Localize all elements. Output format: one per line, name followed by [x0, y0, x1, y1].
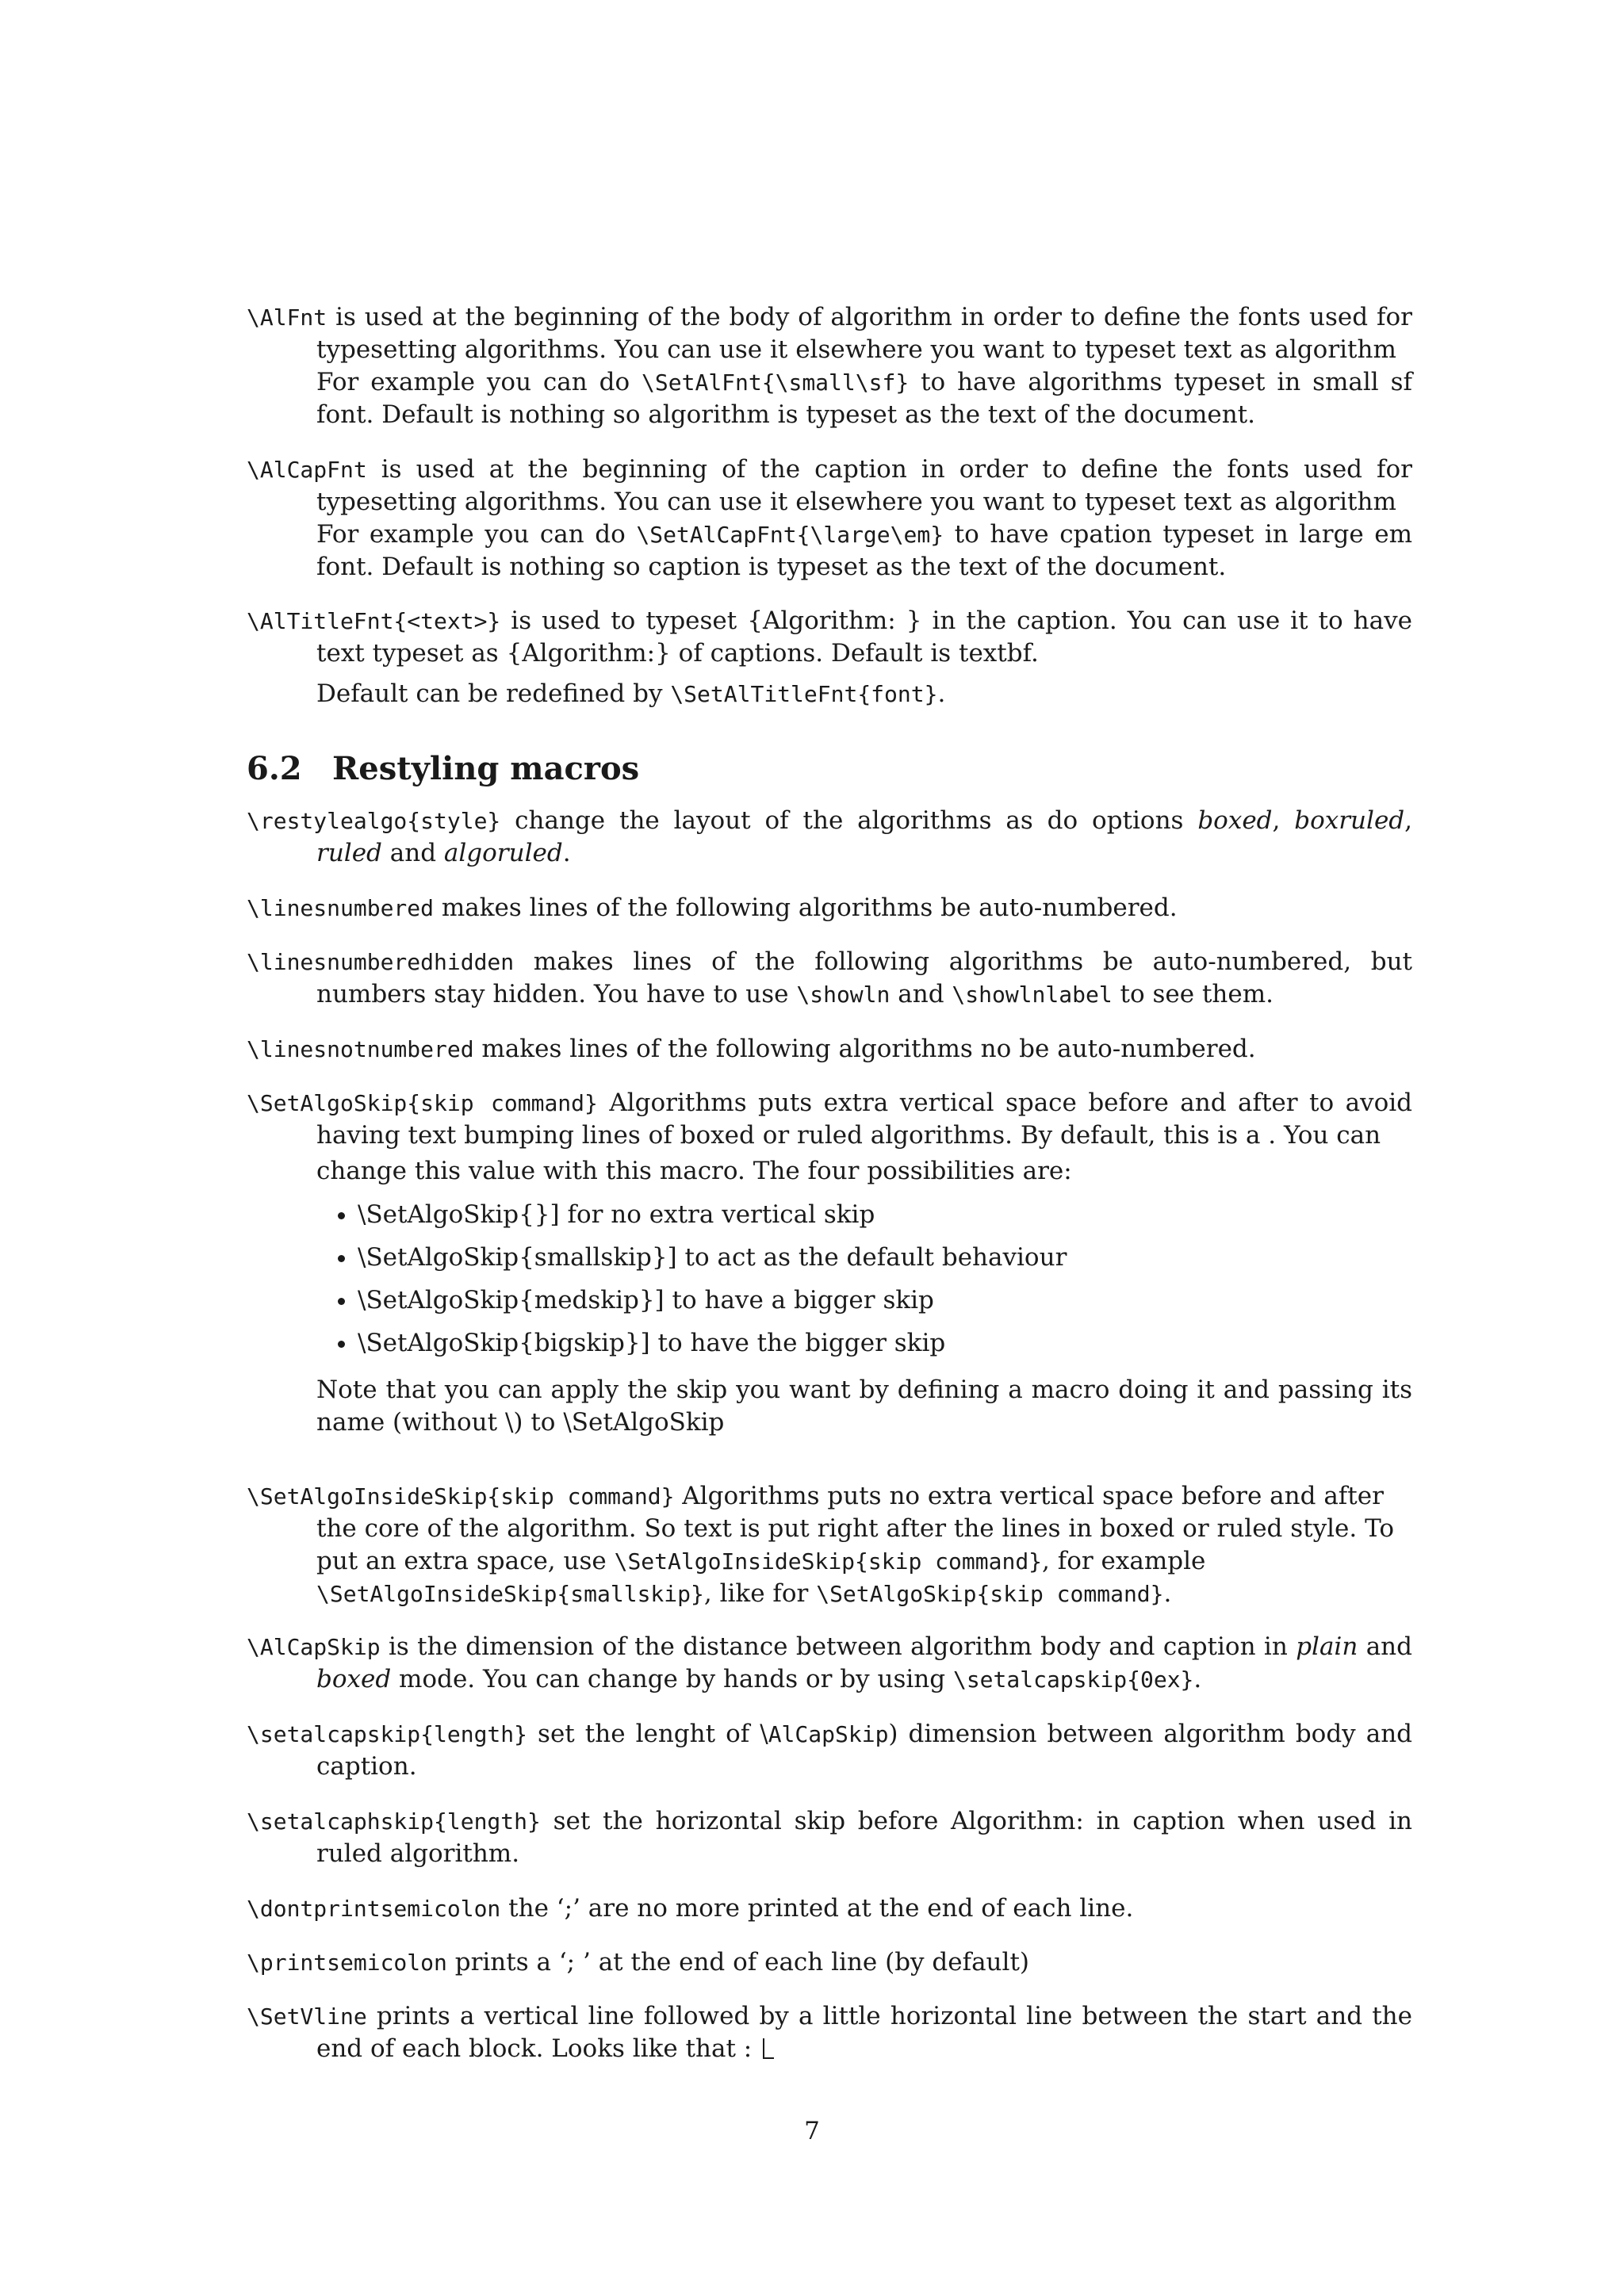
entry-altitlefnt-text: \AlTitleFnt{<text>} is used to typeset {Algorithm: } in the caption. You can use it to have text typeset as {Algorithm:} of captions. Default is textbf. [247, 607, 1412, 668]
entry-linesnumberedhidden [247, 946, 1412, 1011]
list-item: • \SetAlgoSkip{bigskip}] to have the bigger skip [358, 1327, 1412, 1360]
command-name: \linesnotnumbered [247, 1036, 474, 1062]
entry-dontprintsemicolon [247, 1892, 1412, 1925]
entry-setalcaphskip [247, 1805, 1412, 1870]
entry-restylealgo [247, 805, 1412, 870]
code-snippet: \SetAlTitleFnt{font} [670, 681, 938, 707]
command-name: \printsemicolon [247, 1950, 447, 1976]
command-name: \AlCapSkip [247, 1634, 381, 1660]
entry-linesnumbered-text: \linesnumbered makes lines of the following algorithms be auto-numbered. [247, 894, 1178, 922]
command-name: \setalcaphskip{length} [247, 1808, 541, 1835]
skip-options-list [316, 1199, 1412, 1360]
command-name: \linesnumbered [247, 895, 435, 921]
entry-alcapfnt [247, 453, 1412, 584]
entry-alfnt-example: For example you can do \SetAlFnt{\small\sf} to have algorithms typeset in small sf font. Default is nothing so algorithm is typeset as the text of the document. [316, 368, 1412, 429]
entry-alcapskip-text: \AlCapSkip is the dimension of the distance between algorithm body and caption in plain and boxed mode. You can change by hands or by using \setalcapskip{0ex}. [247, 1632, 1412, 1693]
entry-setalcapskip-text: \setalcapskip{length} set the lenght of \AlCapSkip) dimension between algorithm body and caption. [247, 1720, 1413, 1781]
command-name: \dontprintsemicolon [247, 1896, 501, 1922]
command-name: \AlCapFnt [247, 457, 367, 483]
entry-setalcapskip [247, 1718, 1412, 1783]
command-name: \SetAlgoInsideSkip{skip command} [247, 1483, 675, 1510]
code-snippet: \SetAlFnt{\small\sf} [642, 369, 910, 396]
entry-altitlefnt-default: Default can be redefined by \SetAlTitleFnt{font}. [316, 679, 946, 708]
list-item: • \SetAlgoSkip{medskip}] to have a bigger skip [358, 1284, 1412, 1317]
entry-dontprintsemicolon-text: \dontprintsemicolon the ‘;’ are no more printed at the end of each line. [247, 1894, 1134, 1923]
command-name: \SetAlgoSkip{skip command} [247, 1090, 598, 1116]
entry-alcapfnt-text: \AlCapFnt is used at the beginning of the caption in order to define the fonts used for typesetting algorithms. You can use it elsewhere you want to typeset text as algorithm [247, 455, 1412, 516]
entry-setalgoskip [247, 1087, 1412, 1439]
code-snippet: \SetAlCapFnt{\large\em} [636, 522, 944, 548]
entry-setalgoskip-note: Note that you can apply the skip you want by defining a macro doing it and passing its name (without \) to \SetAlgoSkip [316, 1376, 1412, 1437]
entry-alfnt-text: \AlFnt is used at the beginning of the body of algorithm in order to define the fonts used for typesetting algorithms. You can use it elsewhere you want to typeset text as algorithm [247, 303, 1412, 364]
entry-printsemicolon [247, 1946, 1412, 1979]
list-item: • \SetAlgoSkip{}] for no extra vertical skip [358, 1199, 1412, 1231]
command-name: \AlFnt [247, 304, 327, 331]
entry-alcapfnt-example: For example you can do \SetAlCapFnt{\large\em} to have cpation typeset in large em font. Default is nothing so caption is typeset as the text of the document. [316, 520, 1412, 581]
command-name: \linesnumberedhidden [247, 949, 515, 975]
entry-linesnotnumbered-text: \linesnotnumbered makes lines of the following algorithms no be auto-numbered. [247, 1035, 1256, 1063]
section-title: Restyling macros [332, 750, 640, 787]
command-name: \SetVline [247, 2003, 367, 2030]
entry-altitlefnt [247, 605, 1412, 710]
command-name: \setalcapskip{length} [247, 1721, 528, 1747]
entry-linesnumbered [247, 892, 1412, 924]
entry-printsemicolon-text: \printsemicolon prints a ‘; ’ at the end of each line (by default) [247, 1948, 1029, 1976]
entry-alfnt [247, 301, 1412, 431]
entry-setvline [247, 2000, 1412, 2065]
command-name: \restylealgo{style} [247, 808, 501, 834]
section-number: 6.2 [247, 750, 302, 787]
vline-example-icon [763, 2038, 774, 2059]
entry-alcapskip [247, 1631, 1412, 1696]
page-number: 7 [804, 2117, 820, 2145]
entry-setalgoskip-text: \SetAlgoSkip{skip command} Algorithms puts extra vertical space before and after to avoid having text bumping lines of boxed or ruled algorithms. By default, this is a . You can [247, 1089, 1412, 1150]
entry-linesnumberedhidden-text: \linesnumberedhidden makes lines of the following algorithms be auto-numbered, but numbers stay hidden. You have to use \showln and \showlnlabel to see them. [247, 947, 1412, 1008]
entry-linesnotnumbered [247, 1033, 1412, 1066]
command-name: \AlTitleFnt{<text>} [247, 608, 501, 634]
entry-setalgoskip-text2: change this value with this macro. The four possibilities are: [316, 1157, 1072, 1185]
section-heading [247, 749, 639, 789]
list-item: • \SetAlgoSkip{smallskip}] to act as the default behaviour [358, 1242, 1412, 1274]
entry-setalgoinsideskip [247, 1480, 1412, 1610]
entry-setalgoinsideskip-text: \SetAlgoInsideSkip{skip command} Algorithms puts no extra vertical space before and after the core of the algorithm. So text is put right after the lines in boxed or ruled style. To put an extra space, use \SetAlgoInsideSkip{skip command}, for example \SetAlgoInsideSkip{smallskip}, like for \SetAlgoSkip{skip command}. [247, 1482, 1395, 1608]
entry-setvline-text: \SetVline prints a vertical line followed by a little horizontal line between the start and the end of each block. Looks like that : [247, 2002, 1412, 2063]
entry-setalcaphskip-text: \setalcaphskip{length} set the horizontal skip before Algorithm: in caption when used in ruled algorithm. [247, 1807, 1412, 1868]
entry-restylealgo-text: \restylealgo{style} change the layout of the algorithms as do options boxed, boxruled, ruled and algoruled. [247, 806, 1412, 867]
